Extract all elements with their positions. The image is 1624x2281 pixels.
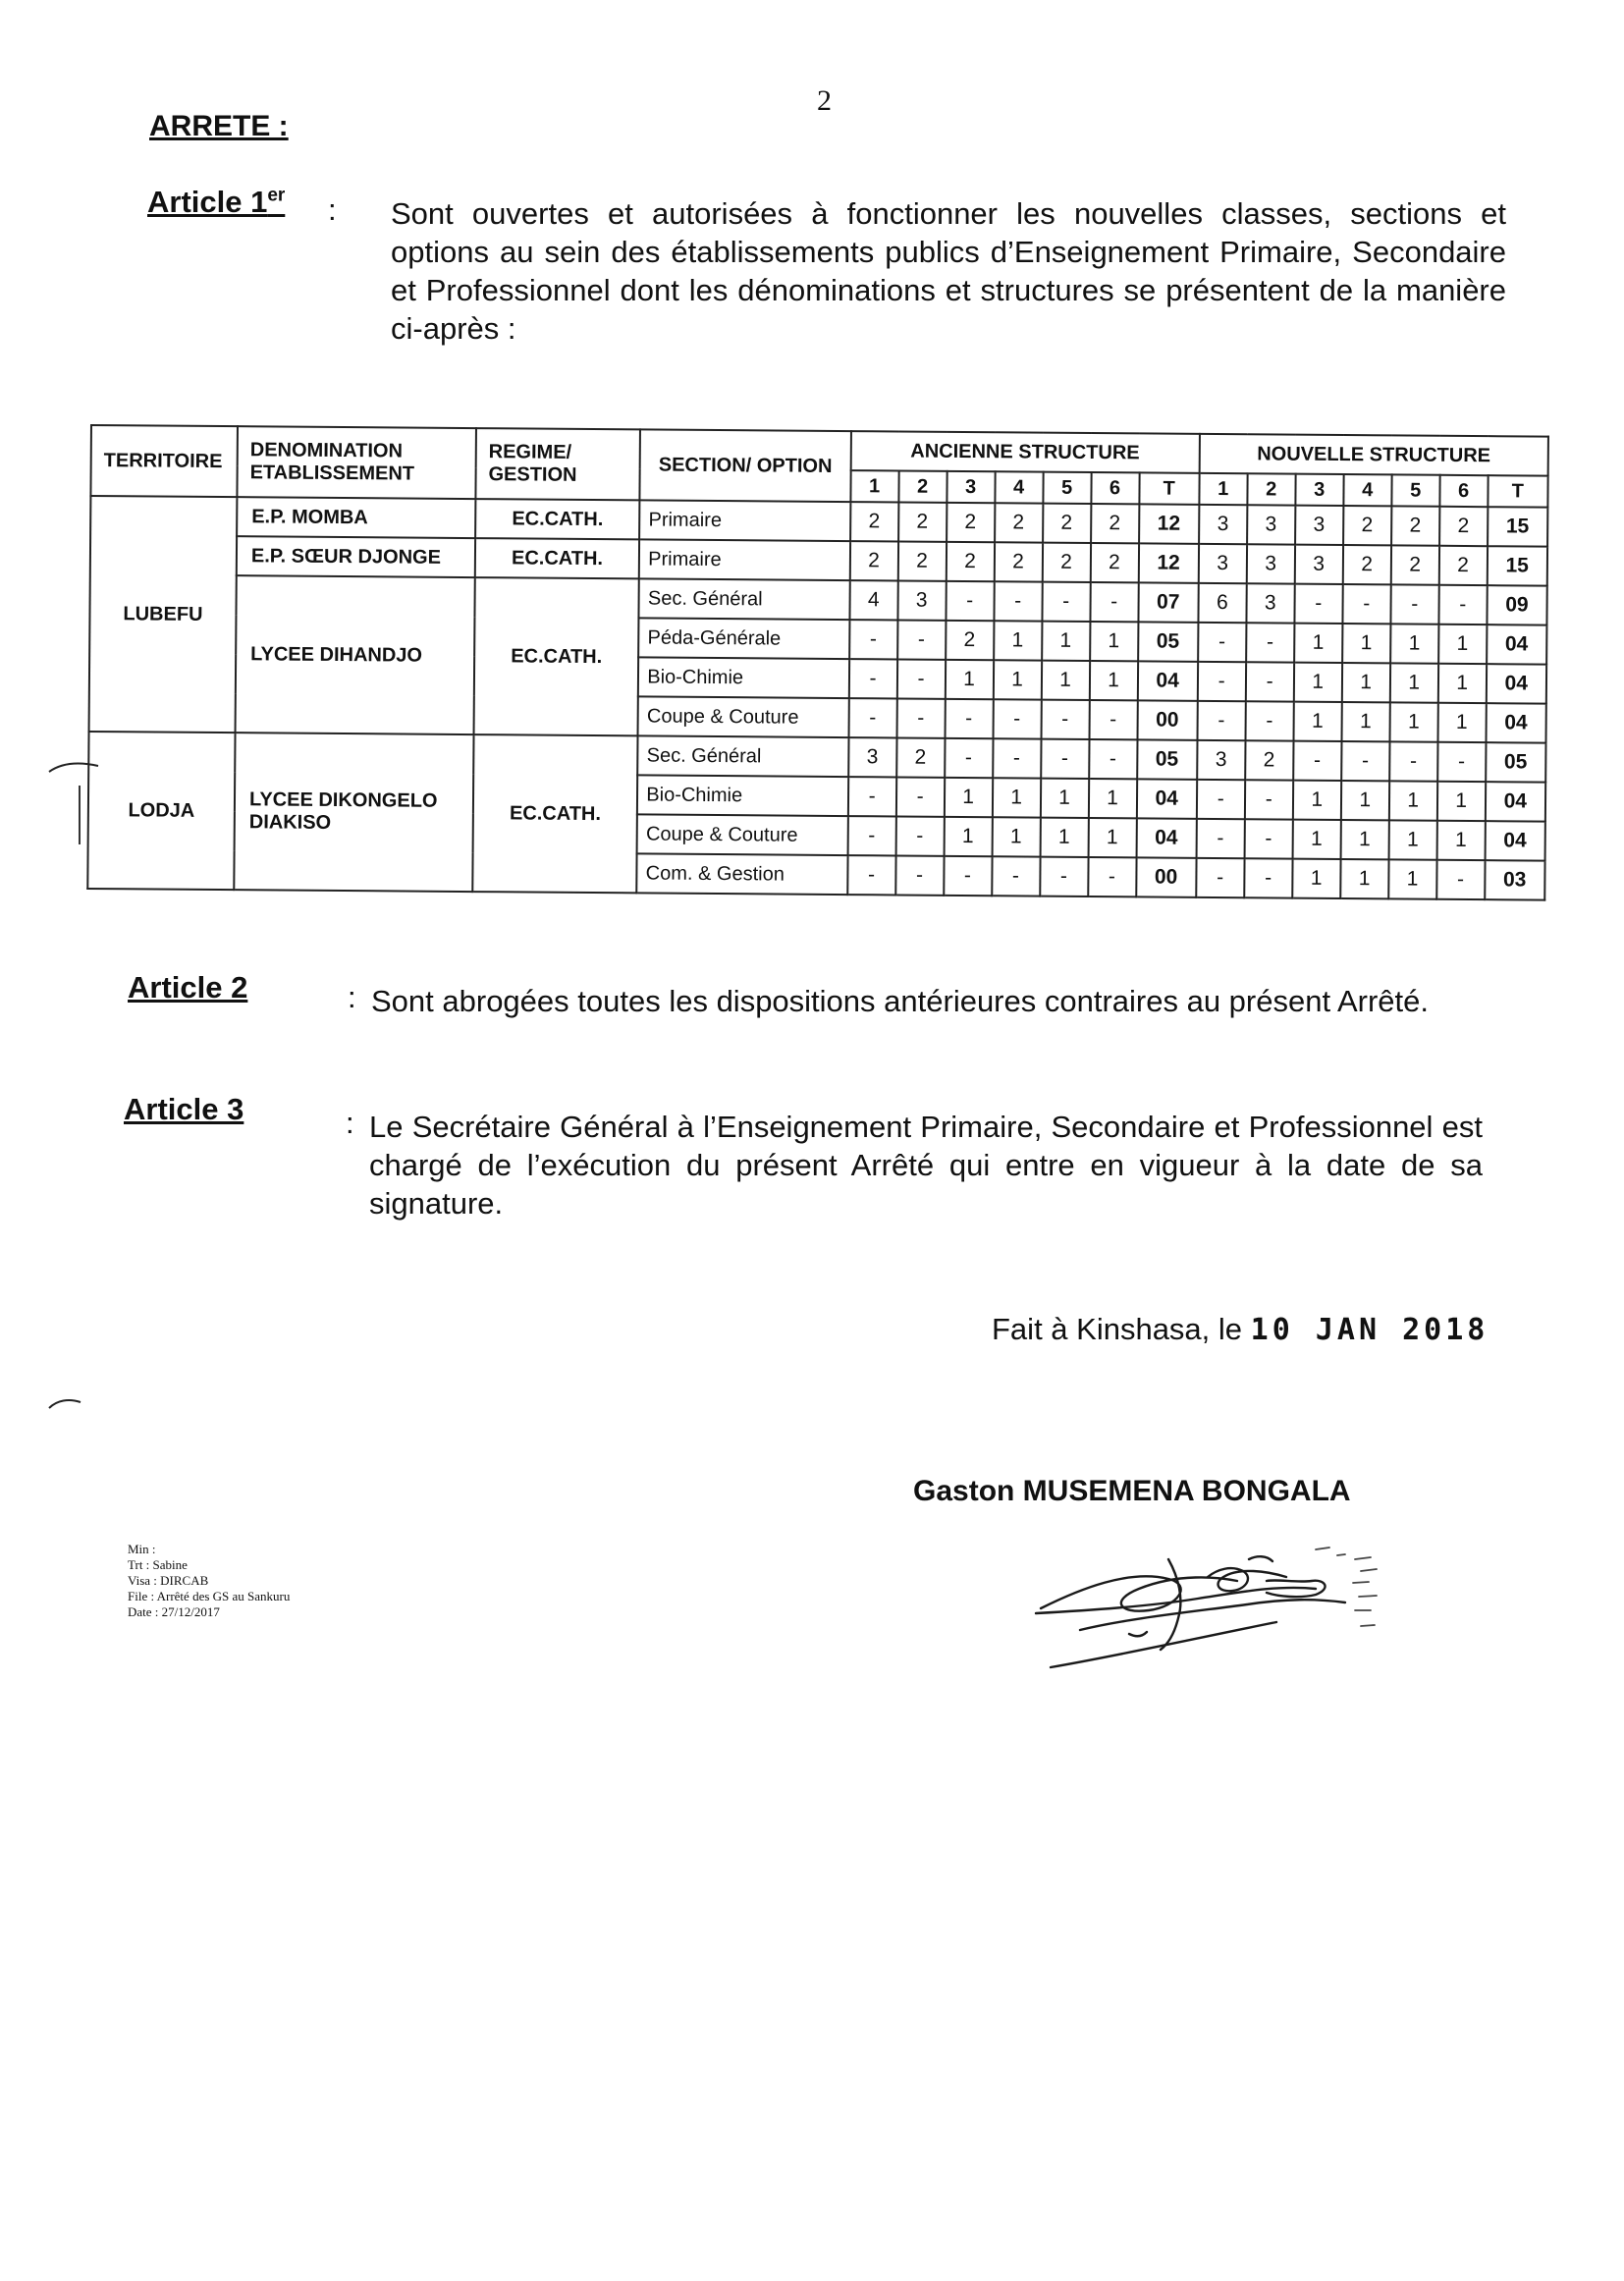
nouvelle-class-2-cell: -: [1245, 780, 1293, 819]
article-3-text: Le Secrétaire Général à l’Enseignement Primaire, Secondaire et Professionnel est chargé de l’exécution du présent Arrêté qui entre en vigueur à la date de sa signature.: [369, 1110, 1483, 1221]
option-cell: Primaire: [639, 539, 850, 580]
date-line: [992, 1312, 1489, 1347]
ancienne-class-3-cell: 1: [944, 817, 992, 856]
ancienne-total-cell: 07: [1138, 582, 1199, 622]
regime-cell: EC.CATH.: [472, 734, 638, 893]
nouvelle-class-4-cell: 1: [1341, 781, 1389, 820]
option-cell: Com. & Gestion: [637, 853, 848, 895]
option-cell: Primaire: [639, 500, 850, 541]
nouvelle-class-5-cell: -: [1390, 584, 1438, 624]
ancienne-class-2-cell: -: [896, 659, 945, 698]
margin-rule: [79, 786, 81, 844]
nouvelle-class-6-cell: 2: [1438, 546, 1487, 585]
ancienne-class-1-cell: -: [847, 816, 895, 855]
ancienne-total-cell: 04: [1136, 818, 1197, 857]
article-1-colon: :: [328, 192, 337, 227]
sub-header-cell: 4: [1343, 474, 1391, 506]
reference-line: Visa : DIRCAB: [128, 1573, 209, 1588]
nouvelle-class-2-cell: -: [1245, 701, 1293, 740]
nouvelle-class-1-cell: 3: [1199, 544, 1247, 583]
article-1-label-sup: er: [267, 185, 286, 206]
article-2-label: Article 2: [128, 970, 248, 1005]
ancienne-class-6-cell: 1: [1088, 779, 1136, 818]
ancienne-class-4-cell: -: [994, 581, 1042, 621]
nouvelle-class-3-cell: -: [1294, 584, 1342, 624]
nouvelle-class-6-cell: -: [1437, 742, 1486, 782]
table-header-row: [91, 425, 1548, 476]
ancienne-class-2-cell: 2: [898, 502, 947, 541]
nouvelle-class-4-cell: 1: [1342, 663, 1390, 702]
territory-lubefu: LUBEFU: [89, 496, 238, 733]
article-3-colon: :: [346, 1106, 354, 1140]
date-stamp: 10 JAN 2018: [1250, 1313, 1489, 1347]
nouvelle-class-3-cell: -: [1293, 741, 1341, 781]
ancienne-class-2-cell: 2: [896, 737, 945, 777]
ancienne-class-4-cell: -: [993, 738, 1041, 778]
nouvelle-class-2-cell: 2: [1245, 740, 1293, 780]
ancienne-class-6-cell: 2: [1091, 504, 1139, 543]
structure-table: [86, 424, 1549, 901]
nouvelle-class-1-cell: 3: [1197, 740, 1245, 780]
ancienne-class-3-cell: -: [945, 699, 993, 738]
establishment-name: E.P. MOMBA: [237, 497, 475, 538]
nouvelle-class-6-cell: -: [1438, 585, 1487, 625]
nouvelle-class-5-cell: -: [1389, 741, 1437, 781]
ancienne-total-cell: 05: [1138, 622, 1199, 661]
nouvelle-class-4-cell: 1: [1340, 820, 1388, 859]
ancienne-class-2-cell: -: [895, 855, 944, 895]
ancienne-class-4-cell: -: [992, 856, 1040, 896]
nouvelle-class-2-cell: -: [1246, 623, 1294, 662]
option-cell: Péda-Générale: [638, 618, 849, 659]
nouvelle-class-5-cell: 2: [1391, 506, 1439, 545]
nouvelle-class-6-cell: 1: [1437, 664, 1486, 703]
nouvelle-class-2-cell: 3: [1246, 583, 1294, 623]
ancienne-class-4-cell: 2: [994, 542, 1042, 581]
ancienne-class-5-cell: 1: [1040, 779, 1088, 818]
ancienne-class-5-cell: -: [1040, 857, 1088, 896]
ancienne-class-2-cell: 3: [897, 580, 946, 620]
ancienne-class-2-cell: 2: [897, 541, 946, 580]
article-3-label: Article 3: [124, 1092, 244, 1126]
ancienne-class-1-cell: 3: [848, 737, 896, 777]
ancienne-total-cell: 04: [1136, 779, 1197, 818]
ancienne-class-5-cell: -: [1041, 739, 1089, 779]
nouvelle-class-5-cell: 1: [1389, 702, 1437, 741]
nouvelle-class-5-cell: 1: [1390, 663, 1438, 702]
nouvelle-class-2-cell: 3: [1246, 544, 1294, 583]
ancienne-total-cell: 04: [1137, 661, 1198, 700]
ancienne-class-1-cell: -: [847, 855, 895, 895]
nouvelle-class-6-cell: 1: [1437, 782, 1486, 821]
nouvelle-class-2-cell: -: [1244, 819, 1292, 858]
nouvelle-class-4-cell: 1: [1340, 859, 1388, 898]
nouvelle-class-5-cell: 1: [1389, 781, 1437, 820]
ancienne-total-cell: 00: [1137, 700, 1198, 739]
nouvelle-total-cell: 04: [1487, 625, 1547, 664]
nouvelle-class-5-cell: 2: [1390, 545, 1438, 584]
reference-line: Trt : Sabine: [128, 1557, 188, 1572]
nouvelle-class-6-cell: -: [1436, 860, 1485, 899]
ancienne-class-3-cell: 1: [944, 778, 992, 817]
nouvelle-class-4-cell: 2: [1343, 506, 1391, 545]
establishment-name: E.P. SŒUR DJONGE: [237, 536, 475, 577]
ancienne-class-1-cell: -: [848, 659, 896, 698]
ancienne-class-6-cell: 1: [1089, 661, 1137, 700]
signer-name: Gaston MUSEMENA BONGALA: [913, 1475, 1351, 1507]
ancienne-class-1-cell: -: [848, 698, 896, 737]
ancienne-class-4-cell: 2: [995, 503, 1043, 542]
ancienne-total-cell: 05: [1137, 739, 1198, 779]
nouvelle-class-5-cell: 1: [1390, 624, 1438, 663]
ancienne-class-5-cell: 1: [1041, 661, 1089, 700]
article-1-label: [147, 185, 285, 220]
nouvelle-total-cell: 04: [1486, 782, 1546, 821]
ancienne-class-1-cell: 2: [849, 541, 897, 580]
ancienne-class-5-cell: 1: [1042, 622, 1090, 661]
regime-cell: EC.CATH.: [475, 499, 640, 539]
ancienne-class-2-cell: -: [895, 777, 944, 816]
sub-header-cell: 3: [1295, 474, 1343, 506]
article-1-label-text: Article 1: [147, 185, 268, 219]
article-2-text: Sont abrogées toutes les dispositions antérieures contraires au présent Arrêté.: [371, 984, 1430, 1018]
ancienne-class-5-cell: -: [1042, 582, 1090, 622]
establishment-name: LYCEE DIKONGELO DIAKISO: [234, 733, 473, 892]
ancienne-class-1-cell: 4: [849, 580, 897, 620]
option-cell: Sec. Général: [637, 735, 848, 777]
nouvelle-total-cell: 03: [1485, 860, 1545, 899]
sub-header-cell: 5: [1043, 472, 1091, 504]
page-number: 2: [817, 84, 832, 117]
header-section: SECTION/ OPTION: [640, 429, 851, 502]
sub-header-cell: 3: [947, 471, 995, 503]
nouvelle-class-1-cell: -: [1196, 858, 1244, 897]
ancienne-class-6-cell: -: [1089, 700, 1137, 739]
sub-header-cell: 1: [1199, 473, 1247, 505]
ancienne-class-3-cell: -: [945, 738, 993, 778]
article-1-text: Sont ouvertes et autorisées à fonctionner les nouvelles classes, sections et options au sein des établissements publics d’Enseignement Primaire, Secondaire et Professionnel dont les dénominations et structures se présentent de la manière ci-après :: [391, 196, 1506, 346]
sub-header-cell: T: [1488, 475, 1548, 507]
reference-block: [128, 1542, 290, 1620]
margin-mark: [45, 758, 104, 778]
option-cell: Bio-Chimie: [638, 657, 849, 698]
option-cell: Coupe & Couture: [638, 696, 849, 737]
nouvelle-class-1-cell: 3: [1199, 505, 1247, 544]
nouvelle-class-5-cell: 1: [1388, 820, 1436, 859]
nouvelle-class-3-cell: 1: [1293, 702, 1341, 741]
option-cell: Bio-Chimie: [637, 775, 848, 816]
ancienne-class-4-cell: 1: [992, 817, 1040, 856]
sub-header-cell: 2: [1247, 473, 1295, 505]
ancienne-class-6-cell: -: [1088, 857, 1136, 896]
nouvelle-class-4-cell: 1: [1341, 702, 1389, 741]
handwritten-signature: [1021, 1520, 1434, 1697]
ancienne-class-6-cell: 1: [1088, 818, 1136, 857]
sub-header-cell: 6: [1439, 475, 1488, 507]
ancienne-class-4-cell: 1: [994, 621, 1042, 660]
ancienne-total-cell: 12: [1139, 504, 1200, 543]
ancienne-class-6-cell: -: [1089, 739, 1137, 779]
margin-mark: [45, 1394, 84, 1414]
arrete-heading: ARRETE :: [149, 110, 289, 142]
nouvelle-total-cell: 04: [1485, 821, 1545, 860]
ancienne-total-cell: 12: [1138, 543, 1199, 582]
nouvelle-class-2-cell: 3: [1247, 505, 1295, 544]
nouvelle-class-3-cell: 3: [1294, 545, 1342, 584]
ancienne-total-cell: 00: [1136, 857, 1197, 896]
nouvelle-class-2-cell: -: [1246, 662, 1294, 701]
regime-cell: EC.CATH.: [475, 538, 640, 578]
option-cell: Coupe & Couture: [637, 814, 848, 855]
reference-line: Min :: [128, 1542, 156, 1556]
nouvelle-class-6-cell: 2: [1439, 507, 1488, 546]
ancienne-class-4-cell: 1: [992, 778, 1040, 817]
ancienne-class-1-cell: 2: [850, 502, 898, 541]
ancienne-class-5-cell: 1: [1040, 818, 1088, 857]
sub-header-cell: 4: [995, 471, 1043, 503]
nouvelle-total-cell: 09: [1487, 585, 1547, 625]
sub-header-cell: 6: [1091, 472, 1139, 504]
ancienne-class-2-cell: -: [895, 816, 944, 855]
nouvelle-class-6-cell: 1: [1438, 625, 1487, 664]
nouvelle-class-6-cell: 1: [1436, 821, 1485, 860]
nouvelle-class-2-cell: -: [1244, 858, 1292, 897]
ancienne-class-6-cell: -: [1090, 582, 1138, 622]
nouvelle-class-4-cell: -: [1342, 584, 1390, 624]
sub-header-cell: T: [1139, 472, 1199, 504]
sub-header-cell: 5: [1391, 474, 1439, 506]
nouvelle-class-1-cell: -: [1198, 623, 1246, 662]
ancienne-class-3-cell: -: [946, 581, 994, 621]
header-nouvelle-structure: NOUVELLE STRUCTURE: [1199, 434, 1548, 476]
ancienne-class-2-cell: -: [897, 620, 946, 659]
nouvelle-class-3-cell: 1: [1292, 859, 1340, 898]
sub-header-cell: 2: [898, 470, 947, 502]
nouvelle-total-cell: 05: [1486, 742, 1546, 782]
nouvelle-class-4-cell: -: [1341, 741, 1389, 781]
option-cell: Sec. Général: [639, 578, 850, 620]
nouvelle-class-4-cell: 1: [1342, 624, 1390, 663]
ancienne-class-6-cell: 1: [1090, 622, 1138, 661]
nouvelle-class-1-cell: 6: [1198, 583, 1246, 623]
ancienne-class-2-cell: -: [896, 698, 945, 737]
ancienne-class-4-cell: -: [993, 699, 1041, 738]
ancienne-class-3-cell: 1: [945, 660, 993, 699]
sub-header-cell: 1: [850, 470, 898, 502]
territory-lodja: LODJA: [87, 732, 235, 890]
nouvelle-class-1-cell: -: [1197, 780, 1245, 819]
nouvelle-class-3-cell: 1: [1293, 781, 1341, 820]
regime-cell: EC.CATH.: [473, 577, 639, 735]
header-denomination: DENOMINATION ETABLISSEMENT: [237, 426, 475, 499]
ancienne-class-4-cell: 1: [993, 660, 1041, 699]
reference-line: Date : 27/12/2017: [128, 1604, 220, 1619]
nouvelle-class-1-cell: -: [1196, 819, 1244, 858]
ancienne-class-1-cell: -: [849, 620, 897, 659]
ancienne-class-6-cell: 2: [1090, 543, 1138, 582]
nouvelle-total-cell: 04: [1486, 703, 1546, 742]
ancienne-class-1-cell: -: [847, 777, 895, 816]
ancienne-class-3-cell: 2: [947, 503, 995, 542]
nouvelle-class-1-cell: -: [1198, 662, 1246, 701]
nouvelle-class-3-cell: 1: [1294, 663, 1342, 702]
ancienne-class-5-cell: -: [1041, 700, 1089, 739]
nouvelle-class-3-cell: 1: [1294, 624, 1342, 663]
nouvelle-class-5-cell: 1: [1388, 859, 1436, 898]
ancienne-class-3-cell: 2: [946, 542, 994, 581]
article-2-colon: :: [348, 980, 356, 1014]
ancienne-class-5-cell: 2: [1042, 543, 1090, 582]
ancienne-class-3-cell: 2: [946, 621, 994, 660]
header-regime: REGIME/ GESTION: [475, 428, 640, 500]
nouvelle-class-3-cell: 1: [1292, 820, 1340, 859]
nouvelle-total-cell: 15: [1487, 546, 1547, 585]
nouvelle-total-cell: 15: [1488, 507, 1548, 546]
ancienne-class-5-cell: 2: [1043, 504, 1091, 543]
nouvelle-total-cell: 04: [1486, 664, 1546, 703]
nouvelle-class-3-cell: 3: [1295, 506, 1343, 545]
header-territoire: TERRITOIRE: [90, 425, 238, 497]
nouvelle-class-1-cell: -: [1197, 701, 1245, 740]
reference-line: File : Arrêté des GS au Sankuru: [128, 1589, 291, 1603]
date-prefix: Fait à Kinshasa, le: [992, 1312, 1243, 1346]
ancienne-class-3-cell: -: [944, 856, 992, 896]
header-ancienne-structure: ANCIENNE STRUCTURE: [850, 431, 1199, 473]
nouvelle-class-6-cell: 1: [1437, 703, 1486, 742]
nouvelle-class-4-cell: 2: [1342, 545, 1390, 584]
establishment-name: LYCEE DIHANDJO: [236, 575, 475, 734]
